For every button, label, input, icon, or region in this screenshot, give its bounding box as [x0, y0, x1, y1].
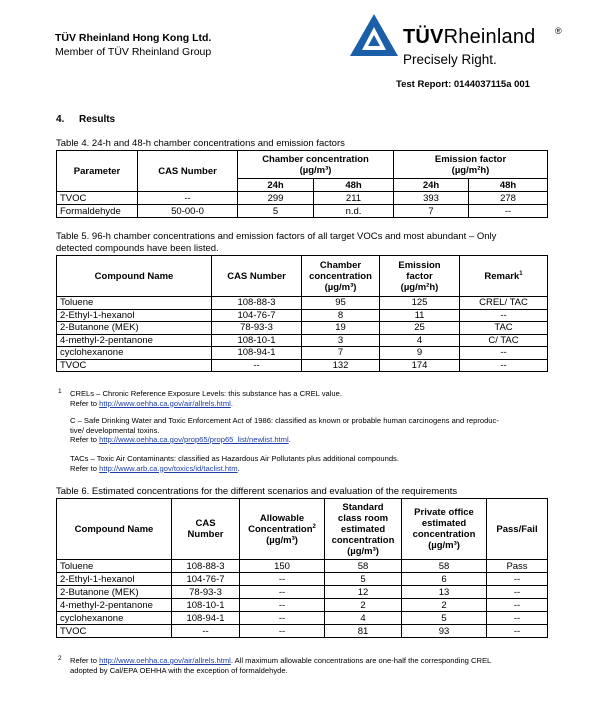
table5-caption: Table 5. 96-h chamber concentrations and emission factors of all target VOCs and most abundant – Only detected compounds have been listed. — [56, 231, 497, 254]
table-row — [57, 309, 548, 322]
table-row — [57, 573, 548, 586]
table-row — [57, 334, 548, 347]
table-cell: 104-76-7 — [212, 309, 302, 322]
table-cell: 7 — [394, 205, 469, 218]
table-cell: 393 — [394, 192, 469, 205]
table-cell: 104-76-7 — [172, 573, 240, 586]
table-row — [57, 192, 548, 205]
table-cell: cyclohexanone — [57, 612, 172, 625]
table-cell: 132 — [302, 359, 380, 372]
table4-header-48h: 48h — [314, 179, 394, 192]
table4-header-emission: Emission factor (µg/m²h) — [394, 151, 548, 179]
allrels-link[interactable]: http://www.oehha.ca.gov/air/allrels.html — [99, 656, 231, 665]
table-cell: 58 — [402, 560, 487, 573]
table-cell: 8 — [302, 309, 380, 322]
table-row — [57, 612, 548, 625]
table-cell: 2-Butanone (MEK) — [57, 322, 212, 335]
table4-header-48h: 48h — [469, 179, 548, 192]
table4-header-chamber: Chamber concentration (µg/m³) — [238, 151, 394, 179]
table-cell: -- — [460, 309, 548, 322]
table-cell: -- — [487, 612, 548, 625]
table-cell: 81 — [325, 625, 402, 638]
table-cell: 19 — [302, 322, 380, 335]
table-cell: 3 — [302, 334, 380, 347]
table-cell: CREL/ TAC — [460, 297, 548, 310]
crel-link[interactable]: http://www.oehha.ca.gov/air/allrels.html — [99, 398, 231, 408]
footnote2-text: Refer to http://www.oehha.ca.gov/air/allrels.html. All maximum allowable concentrations are one-half the corresponding CREL adopted by Cal/EPA OEHHA with the exception of formaldehyde. — [70, 656, 492, 675]
table-cell: 9 — [380, 347, 460, 360]
table-cell: 2 — [325, 599, 402, 612]
table-row — [57, 359, 548, 372]
table5-header-compound: Compound Name — [57, 256, 212, 297]
table-row — [57, 205, 548, 218]
table6-header-compound: Compound Name — [57, 499, 172, 560]
table-cell: 4 — [380, 334, 460, 347]
table-row — [57, 625, 548, 638]
table-row — [57, 599, 548, 612]
table-row — [57, 560, 548, 573]
table-cell: n.d. — [314, 205, 394, 218]
table4-header-parameter: Parameter — [57, 151, 138, 192]
table-cell: 58 — [325, 560, 402, 573]
footnote1-tac: TACs – Toxic Air Contaminants: classified as Hazardous Air Pollutants plus additional compounds. Refer to http://www.arb.ca.gov/toxics/id/taclist.htm. — [70, 454, 399, 473]
table-cell: 5 — [238, 205, 314, 218]
table6-header-allowable: Allowable Concentration$^2$ (µg/m³) — [240, 499, 325, 560]
table-cell: 108-88-3 — [172, 560, 240, 573]
table-cell: 4 — [325, 612, 402, 625]
table-cell: 211 — [314, 192, 394, 205]
test-report-number: Test Report: 0144037115a 001 — [396, 79, 530, 90]
table-cell: 278 — [469, 192, 548, 205]
table-row — [57, 297, 548, 310]
table-cell: -- — [487, 625, 548, 638]
table-cell: 150 — [240, 560, 325, 573]
table-cell: Toluene — [57, 560, 172, 573]
table-cell: 11 — [380, 309, 460, 322]
table-cell: 78-93-3 — [172, 586, 240, 599]
table-cell: TVOC — [57, 625, 172, 638]
table-cell: Formaldehyde — [57, 205, 138, 218]
table-cell: -- — [138, 192, 238, 205]
tuv-triangle-logo — [349, 13, 399, 57]
table-cell: 2-Ethyl-1-hexanol — [57, 309, 212, 322]
table-cell: cyclohexanone — [57, 347, 212, 360]
table4-header-cas: CAS Number — [138, 151, 238, 192]
table-cell: -- — [469, 205, 548, 218]
table-cell: 7 — [302, 347, 380, 360]
table-cell: 13 — [402, 586, 487, 599]
table-cell: Toluene — [57, 297, 212, 310]
table-cell: 108-94-1 — [172, 612, 240, 625]
table-cell: -- — [240, 625, 325, 638]
table-cell: -- — [240, 586, 325, 599]
table-cell: -- — [240, 612, 325, 625]
table4-header-24h: 24h — [238, 179, 314, 192]
table-cell: C/ TAC — [460, 334, 548, 347]
table5-header-emission: Emission factor (µg/m²h) — [380, 256, 460, 297]
table-cell: -- — [487, 599, 548, 612]
table5-header-cas: CAS Number — [212, 256, 302, 297]
table-cell: 2-Butanone (MEK) — [57, 586, 172, 599]
registered-mark: ® — [555, 26, 562, 36]
table-cell: -- — [172, 625, 240, 638]
section-number: 4. — [56, 114, 65, 125]
table6-caption: Table 6. Estimated concentrations for the different scenarios and evaluation of the requirements — [56, 486, 458, 497]
table6-header-office: Private office estimated concentration (µg/m³) — [402, 499, 487, 560]
table-cell: 108-94-1 — [212, 347, 302, 360]
logo-tagline: Precisely Right. — [403, 52, 497, 67]
table6 — [56, 498, 548, 638]
footnote1-crel: CRELs – Chronic Reference Exposure Levels: this substance has a CREL value. Refer to http://www.oehha.ca.gov/air/allrels.html. — [70, 389, 342, 408]
table-cell: 2 — [402, 599, 487, 612]
table-cell: 4-methyl-2-pentanone — [57, 334, 212, 347]
table-cell: 12 — [325, 586, 402, 599]
table-cell: -- — [212, 359, 302, 372]
table-row — [57, 322, 548, 335]
table-cell: -- — [460, 347, 548, 360]
table5 — [56, 255, 548, 372]
footnote2-mark: 2 — [58, 655, 62, 662]
table-cell: 2-Ethyl-1-hexanol — [57, 573, 172, 586]
taclist-link[interactable]: http://www.arb.ca.gov/toxics/id/taclist.htm — [99, 463, 238, 473]
table4-caption: Table 4. 24-h and 48-h chamber concentrations and emission factors — [56, 138, 345, 149]
table-cell: 25 — [380, 322, 460, 335]
table-cell: 5 — [325, 573, 402, 586]
table-cell: 125 — [380, 297, 460, 310]
logo-wordmark: TÜVRheinland — [403, 26, 536, 48]
table-cell: TVOC — [57, 359, 212, 372]
table-cell: TVOC — [57, 192, 138, 205]
section-title: Results — [79, 114, 116, 125]
table-cell: 50-00-0 — [138, 205, 238, 218]
table-cell: -- — [460, 359, 548, 372]
table-cell: 108-10-1 — [212, 334, 302, 347]
company-name: TÜV Rheinland Hong Kong Ltd. — [55, 32, 212, 44]
table4 — [56, 150, 548, 218]
table-cell: 95 — [302, 297, 380, 310]
table4-header-24h: 24h — [394, 179, 469, 192]
prop65-link[interactable]: http://www.oehha.ca.gov/prop65/prop65_list/newlist.html — [99, 435, 289, 444]
table-cell: Pass — [487, 560, 548, 573]
table-cell: TAC — [460, 322, 548, 335]
table-cell: 93 — [402, 625, 487, 638]
table-cell: 78-93-3 — [212, 322, 302, 335]
footnote1-mark: 1 — [58, 388, 62, 395]
table-cell: -- — [487, 586, 548, 599]
table-row — [57, 586, 548, 599]
table5-header-remark: Remark$^1$ — [460, 256, 548, 297]
table-cell: 299 — [238, 192, 314, 205]
table-cell: 5 — [402, 612, 487, 625]
table6-header-cas: CAS Number — [172, 499, 240, 560]
table-cell: -- — [487, 573, 548, 586]
table-cell: 6 — [402, 573, 487, 586]
table-cell: 174 — [380, 359, 460, 372]
table-cell: -- — [240, 573, 325, 586]
table-cell: 108-88-3 — [212, 297, 302, 310]
table-cell: 108-10-1 — [172, 599, 240, 612]
table-cell: -- — [240, 599, 325, 612]
table6-header-classroom: Standard class room estimated concentration (µg/m³) — [325, 499, 402, 560]
table6-header-passfail: Pass/Fail — [487, 499, 548, 560]
table-cell: 4-methyl-2-pentanone — [57, 599, 172, 612]
footnote1-carcinogen: C – Safe Drinking Water and Toxic Enforcement Act of 1986: classified as known or probable human carcinogens and reproduc- tive/ developmental toxins. Refer to http://www.oehha.ca.gov/prop65/prop65_list/newlist.html. — [70, 416, 499, 444]
table-row — [57, 347, 548, 360]
table5-header-chamber: Chamber concentration (µg/m³) — [302, 256, 380, 297]
member-of-group: Member of TÜV Rheinland Group — [55, 46, 212, 58]
